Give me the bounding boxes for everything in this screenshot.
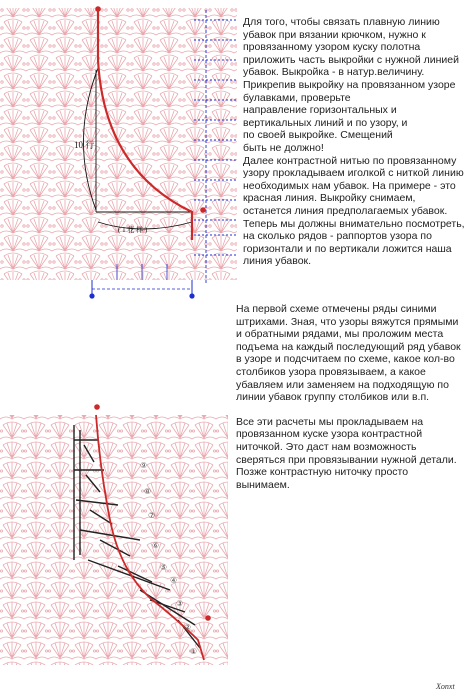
- paragraph-spacer: [236, 404, 464, 416]
- row-number: ⑨: [140, 461, 148, 470]
- paragraph: На первой схеме отмечены ряды синими штрихами. Зная, что узоры вяжутся прямыми и обратными рядами, мы проложим места подъема на каждый последующий ряд убавок в узоре и подсчитаем по схеме, какое кол-во столбиков узора провязываем, а какое убавляем или заменяем на подходящую по линии убавок группу столбиков или в.п.: [236, 303, 461, 404]
- red-dot: [94, 404, 100, 410]
- paragraph: Позже контрастную ниточку просто вынимаем.: [236, 466, 409, 491]
- row-number: ⑤: [160, 563, 168, 572]
- height-label: 10 行: [74, 140, 95, 150]
- paragraph: Далее контрастной нитью по провязанному узору прокладываем иголкой с ниткой линию необходимых нам убавок. На примере - это красная линия. Выкройку снимаем, останется линия предполагаемых убавок.: [243, 154, 464, 217]
- red-dot: [200, 207, 206, 213]
- row-number: ④: [170, 576, 178, 585]
- row-number: ②: [184, 623, 192, 632]
- paragraph: Прикрепив выкройку на провязанном узоре булавками, проверьте направление горизонтальных и вертикальных линий и по узору, и по своей выкройке. Смещений быть не должно!: [243, 78, 456, 154]
- row-number: ①: [190, 647, 198, 656]
- paragraph: Для того, чтобы связать плавную линию убавок при вязании крючком, нужно к провязанному узором куску полотна приложить часть выкройки с нужной линией убавок. Выкройка - в натур.величину.: [243, 16, 459, 79]
- bottom-lace-chart: [0, 415, 228, 665]
- row-number: ③: [176, 599, 184, 608]
- top-pattern-diagram: [0, 6, 237, 298]
- paragraph: Теперь мы должны внимательно посмотреть, на сколько рядов - раппортов узора по горизонтали и по вертикали ложится наша линия убавок.: [243, 217, 465, 268]
- instructions-block-1: [243, 16, 465, 268]
- row-number: ⑦: [148, 511, 156, 520]
- row-number: ⑥: [152, 541, 160, 550]
- author-signature: Xonxt: [436, 682, 455, 691]
- red-dot: [205, 615, 211, 621]
- red-dot: [95, 6, 101, 12]
- row-number: ⑧: [144, 487, 152, 496]
- blue-dot: [189, 293, 194, 298]
- paragraph: Все эти расчеты мы прокладываем на провязанном куске узора контрастной ниточкой. Это даст нам возможность сверяться при провязывании нужной детали.: [236, 415, 457, 466]
- bottom-pattern-diagram: [0, 404, 228, 665]
- width-label: ( 1 花 样 ): [118, 226, 148, 234]
- instructions-block-2: [236, 303, 464, 491]
- blue-dot: [89, 293, 94, 298]
